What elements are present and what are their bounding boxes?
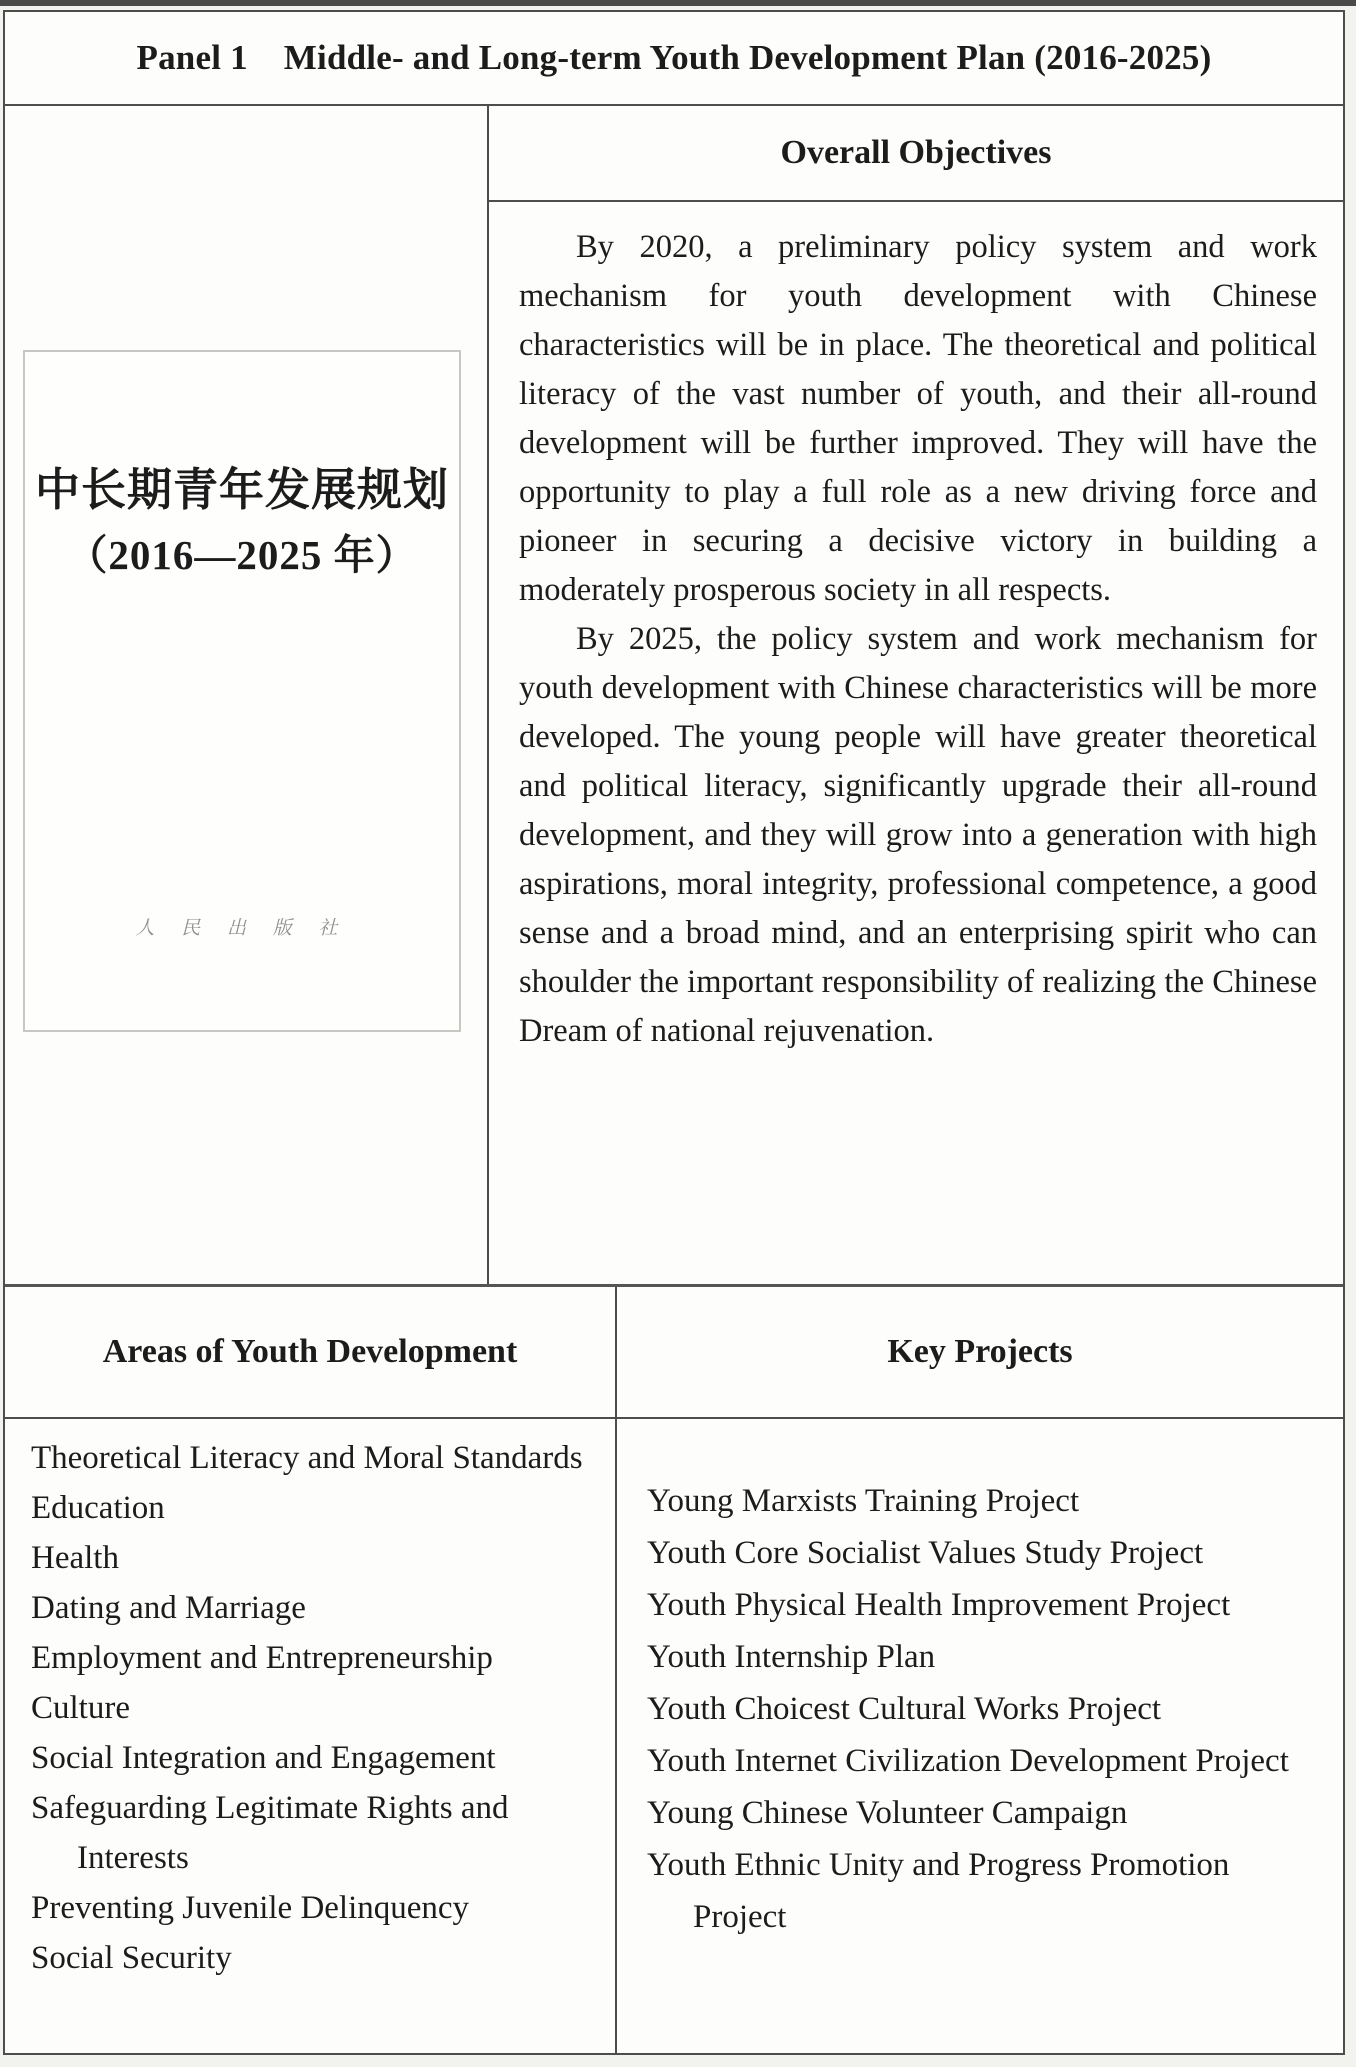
list-item: Employment and Entrepreneurship <box>31 1640 493 1676</box>
projects-list <box>617 1419 1343 1943</box>
list-item: Education <box>31 1490 165 1526</box>
list-item: Preventing Juvenile Delinquency <box>31 1890 470 1926</box>
panel-title-text: Middle- and Long-term Youth Development Plan (2016-2025) <box>283 38 1212 77</box>
list-item: Young Marxists Training Project <box>647 1483 1080 1519</box>
scan-edge-top <box>0 0 1356 6</box>
list-item: Youth Ethnic Unity and Progress Promotion Project <box>647 1847 1230 1935</box>
book-cover-title: 中长期青年发展规划 <box>34 465 449 515</box>
list-item: Theoretical Literacy and Moral Standards <box>31 1440 583 1476</box>
overall-objectives-header: Overall Objectives <box>489 106 1343 202</box>
overall-objectives-body <box>489 202 1343 1056</box>
list-item: Social Integration and Engagement <box>31 1740 496 1776</box>
lower-section <box>5 1287 1343 2053</box>
objectives-paragraph-2025: By 2025, the policy system and work mechanism for youth development with Chinese characteristics will be more developed. The young people will have greater theoretical and political literacy, significantly upgrade their all-round development, and they will grow into a generation with high aspirations, moral integrity, professional competence, a good sense and a broad mind, and an enterprising spirit who can shoulder the important responsibility of realizing the Chinese Dream of national rejuvenation. <box>519 621 1317 1049</box>
objectives-paragraph-2020: By 2020, a preliminary policy system and work mechanism for youth development with Chinese characteristics will be in place. The theoretical and political literacy of the vast number of youth, and their all-round development will be further improved. They will have the opportunity to play a full role as a new driving force and pioneer in securing a decisive victory in building a moderately prosperous society in all respects. <box>519 229 1317 608</box>
areas-header: Areas of Youth Development <box>5 1287 615 1419</box>
list-item: Youth Physical Health Improvement Project <box>647 1587 1231 1623</box>
upper-section <box>5 106 1343 1287</box>
book-cover-subtitle: （2016—2025 年） <box>66 532 418 578</box>
overall-objectives-cell <box>489 106 1343 1284</box>
list-item: Health <box>31 1540 119 1576</box>
list-item: Youth Internship Plan <box>647 1639 936 1675</box>
book-cover-publisher: 人 民 出 版 社 <box>135 918 349 939</box>
list-item: Youth Internet Civilization Development Project <box>647 1743 1289 1779</box>
list-item: Safeguarding Legitimate Rights and Interests <box>31 1790 509 1876</box>
list-item: Social Security <box>31 1940 232 1976</box>
book-cover-cell <box>5 106 489 1284</box>
areas-list <box>5 1419 615 1983</box>
list-item: Young Chinese Volunteer Campaign <box>647 1795 1128 1831</box>
panel-number-label: Panel 1 <box>136 38 248 77</box>
projects-header: Key Projects <box>617 1287 1343 1419</box>
list-item: Dating and Marriage <box>31 1590 306 1626</box>
panel-table <box>3 10 1345 2055</box>
book-cover <box>23 350 461 1032</box>
panel-title-row <box>5 12 1343 106</box>
list-item: Youth Choicest Cultural Works Project <box>647 1691 1162 1727</box>
list-item: Culture <box>31 1690 130 1726</box>
list-item: Youth Core Socialist Values Study Project <box>647 1535 1204 1571</box>
